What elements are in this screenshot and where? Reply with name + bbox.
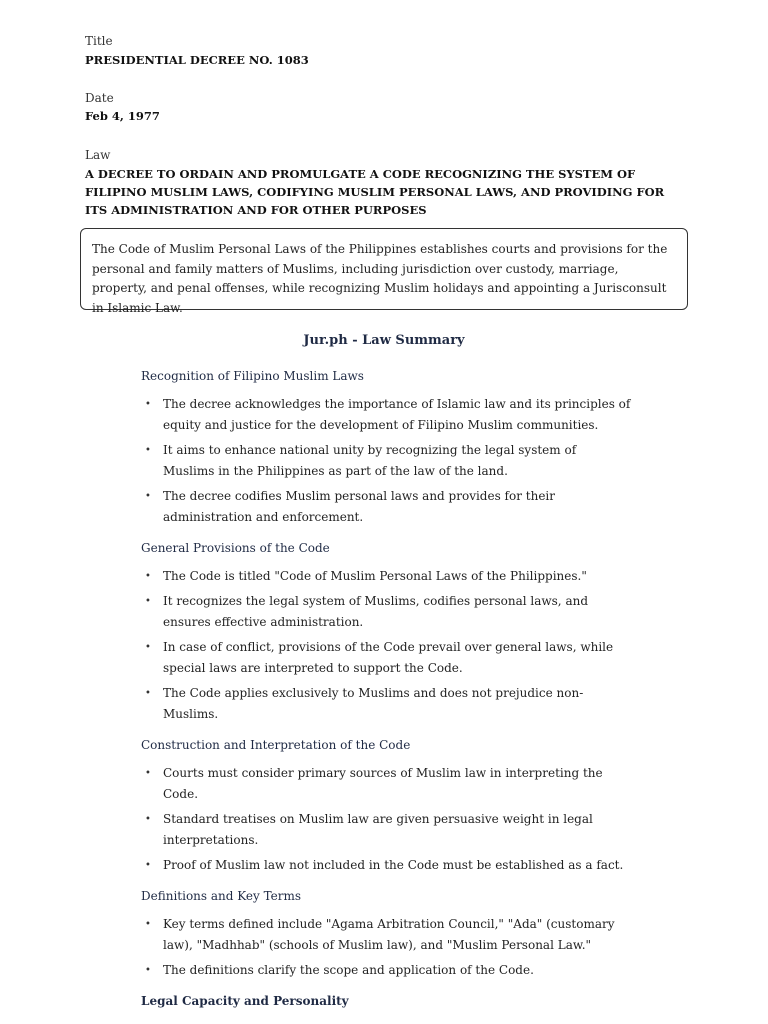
section-heading: Jur.ph - Law Summary xyxy=(303,333,465,348)
list-item: • The Code applies exclusively to Muslims and does not prejudice non-Muslims. xyxy=(141,683,631,725)
section-title: Construction and Interpretation of the Code xyxy=(141,738,411,752)
list-item: • The Code is titled "Code of Muslim Personal Laws of the Philippines." xyxy=(141,566,631,587)
list-item: • The decree acknowledges the importance of Islamic law and its principles of equity and justice for the development of Filipino Muslim communities. xyxy=(141,394,631,436)
section-title: Definitions and Key Terms xyxy=(141,889,302,903)
section-title: Recognition of Filipino Muslim Laws xyxy=(141,369,364,383)
list-item: • Proof of Muslim law not included in the Code must be established as a fact. xyxy=(141,855,631,876)
list-item: • The decree codifies Muslim personal laws and provides for their administration and enforcement. xyxy=(141,486,631,528)
title-label: Title xyxy=(85,34,113,48)
list-item: • It recognizes the legal system of Muslims, codifies personal laws, and ensures effective administration. xyxy=(141,591,631,633)
list-item: • Standard treatises on Muslim law are given persuasive weight in legal interpretations. xyxy=(141,809,631,851)
list-item: • In case of conflict, provisions of the Code prevail over general laws, while special laws are interpreted to support the Code. xyxy=(141,637,631,679)
list-item: • It aims to enhance national unity by recognizing the legal system of Muslims in the Philippines as part of the law of the land. xyxy=(141,440,631,482)
section xyxy=(141,737,631,876)
list-item: • Key terms defined include "Agama Arbitration Council," "Ada" (customary law), "Madhhab" (schools of Muslim law), and "Muslim Personal Law." xyxy=(141,914,631,956)
bullet-list xyxy=(141,394,631,528)
law-label: Law xyxy=(85,148,111,162)
bullet-list xyxy=(141,763,631,876)
bullet-list xyxy=(141,914,631,981)
section xyxy=(141,993,631,1009)
section xyxy=(141,540,631,725)
section xyxy=(141,888,631,981)
list-item: • The definitions clarify the scope and application of the Code. xyxy=(141,960,631,981)
list-item: • Courts must consider primary sources of Muslim law in interpreting the Code. xyxy=(141,763,631,805)
summary-box: The Code of Muslim Personal Laws of the Philippines establishes courts and provisions for the personal and family matters of Muslims, including jurisdiction over custody, marriage, property, and penal offenses, while recognizing Muslim holidays and appointing a Jurisconsult in Islamic Law. xyxy=(80,228,688,310)
date-value: Feb 4, 1977 xyxy=(85,109,160,123)
section xyxy=(141,368,631,528)
summary-content xyxy=(141,368,631,1019)
date-label: Date xyxy=(85,91,114,105)
section-title: General Provisions of the Code xyxy=(141,541,330,555)
section-title: Legal Capacity and Personality xyxy=(141,994,349,1008)
law-value: A DECREE TO ORDAIN AND PROMULGATE A CODE RECOGNIZING THE SYSTEM OF FILIPINO MUSLIM LAWS, CODIFYING MUSLIM PERSONAL LAWS, AND PROVIDING FOR ITS ADMINISTRATION AND FOR OTHER PURPOSES xyxy=(85,167,665,217)
title-value: PRESIDENTIAL DECREE NO. 1083 xyxy=(85,53,309,67)
bullet-list xyxy=(141,566,631,725)
